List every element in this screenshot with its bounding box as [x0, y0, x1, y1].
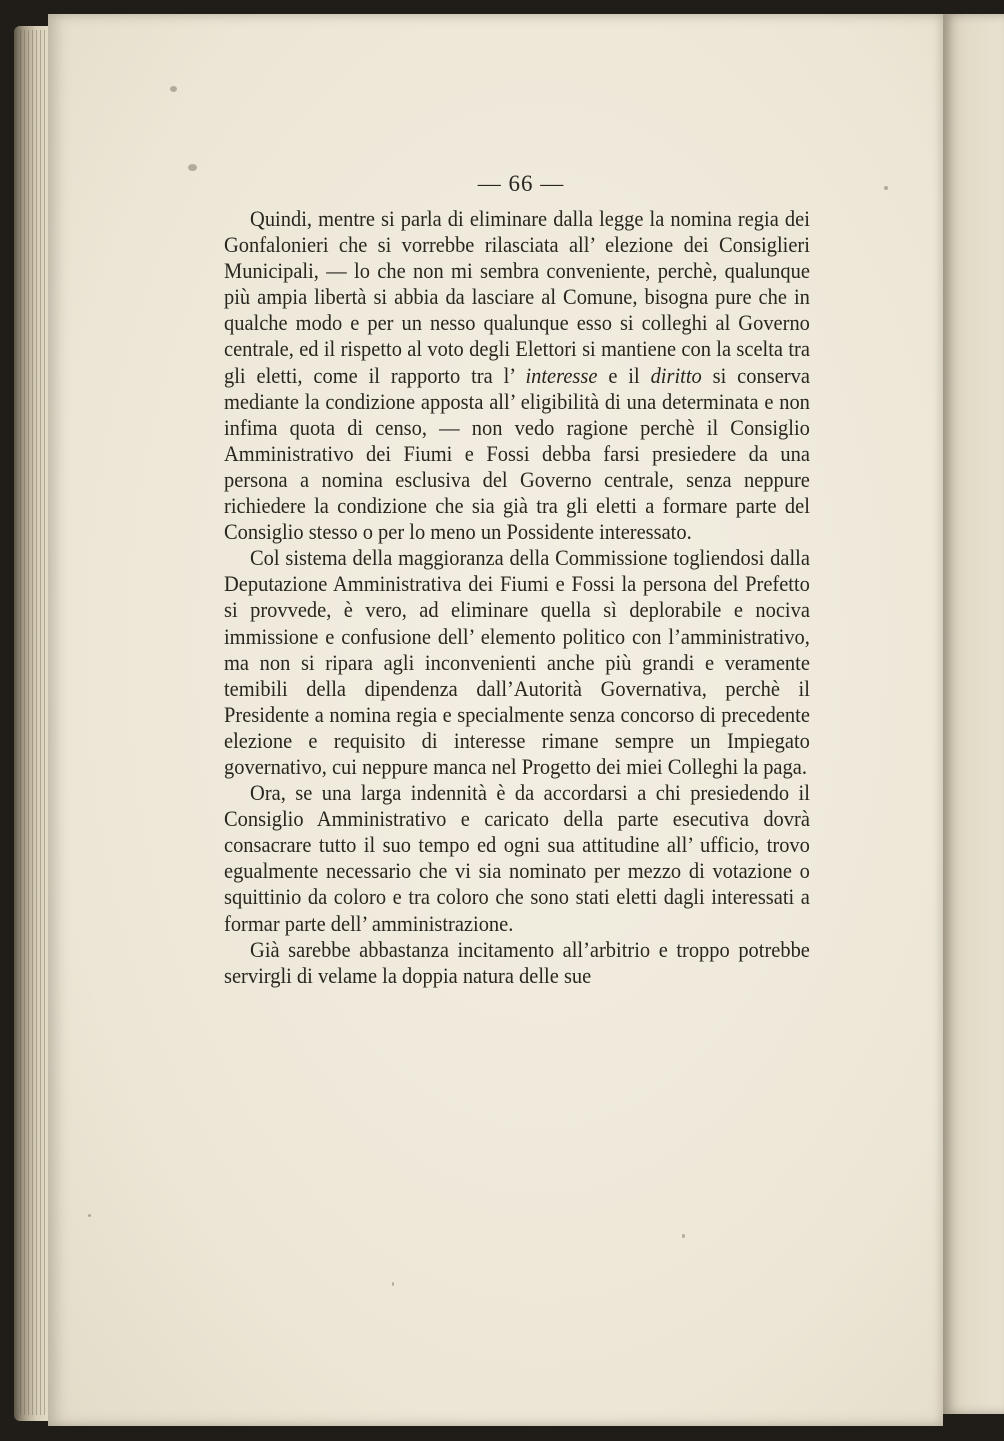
emphasized-word: diritto [650, 362, 702, 388]
paragraph-3: Ora, se una larga indennità è da accordarsi a chi presiedendo il Consiglio Amministrativo e caricato della parte esecutiva dovrà consacrare tutto il suo tempo ed ogni sua attitudine all’ ufficio, trovo egualmente necessario che vi sia nominato per mezzo di votazione o squittinio da coloro e tra coloro che sono stati eletti dagli interessati a formar parte dell’ amministrazione. [224, 780, 810, 936]
paragraph-4: Già sarebbe abbastanza incitamento all’arbitrio e troppo potrebbe servirgli di velame la doppia natura delle sue [224, 936, 810, 988]
body-text [224, 206, 810, 989]
facing-page-edge [943, 14, 1004, 1414]
ink-speck [682, 1234, 685, 1238]
book-page-edge-lines [20, 30, 50, 1415]
ink-speck [392, 1282, 394, 1286]
emphasized-word: interesse [525, 362, 598, 388]
ink-speck [170, 86, 177, 92]
ink-speck [188, 164, 197, 171]
paragraph-1: Quindi, mentre si parla di eliminare dalla legge la nomina regia dei Gonfalonieri che si vorrebbe rilasciata all’ elezione dei Consiglieri Municipali, — lo che non mi sembra conveniente, perchè, qualunque più ampia libertà si abbia da lasciare al Comune, bisogna pure che in qualche modo e per un nesso qualunque esso si colleghi al Governo centrale, ed il rispetto al voto degli Elettori si mantiene con la scelta tra gli eletti, come il rapporto tra l’ interesse e il diritto si conserva mediante la condizione apposta all’ eligibilità di una determinata e non infima quota di censo, — non vedo ragione perchè il Consiglio Amministrativo dei Fiumi e Fossi debba farsi presiedere da una persona a nomina esclusiva del Governo centrale, senza neppure richiedere la condizione che sia già tra gli eletti a formare parte del Consiglio stesso o per lo meno un Possidente interessato. [224, 206, 810, 545]
page-number: — 66 — [477, 171, 565, 196]
ink-speck [88, 1214, 91, 1217]
paragraph-2: Col sistema della maggioranza della Commissione togliendosi dalla Deputazione Amministrativa dei Fiumi e Fossi la persona del Prefetto si provvede, è vero, ad eliminare quella sì deplorabile e nociva immissione e confusione dell’ elemento politico con l’amministrativo, ma non si ripara agli inconvenienti anche più grandi e veramente temibili della dipendenza dall’Autorità Governativa, perchè il Presidente a nomina regia e specialmente senza concorso di precedente elezione e requisito di interesse rimane sempre un Impiegato governativo, cui neppure manca nel Progetto dei miei Colleghi la paga. [224, 545, 810, 779]
